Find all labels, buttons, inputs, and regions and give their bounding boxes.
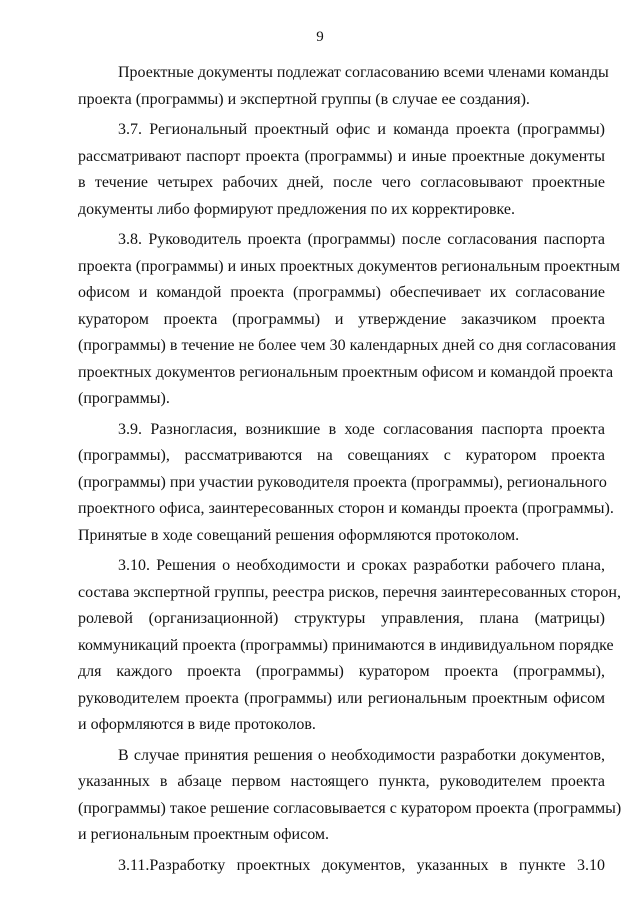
text-line: и оформляются в виде протоколов. [78, 716, 316, 733]
text-line: указанных в абзаце первом настоящего пункта, руководителем проекта [78, 773, 605, 790]
text-line: рассматривают паспорт проекта (программы) и иные проектные документы [78, 147, 605, 165]
paragraph [78, 743, 622, 849]
paragraph [78, 853, 605, 880]
text-line: 3.9. Разногласия, возникшие в ходе согласования паспорта проекта [118, 420, 605, 438]
text-line: Проектные документы подлежат согласованию всеми членами команды [118, 64, 609, 81]
text-line: ролевой (организационной) структуры управления, плана (матрицы) [78, 610, 605, 627]
text-line: проекта (программы) и иных проектных документов региональным проектным [78, 257, 620, 275]
paragraph [78, 117, 605, 223]
text-line: (программы) в течение не более чем 30 календарных дней со дня согласования [78, 337, 617, 354]
paragraph [78, 60, 609, 113]
paragraph [78, 417, 614, 550]
document-body [78, 60, 622, 883]
text-line: документы либо формируют предложения по их корректировке. [78, 200, 515, 218]
text-line: Принятые в ходе совещаний решения оформляются протоколом. [78, 526, 520, 544]
paragraph [78, 553, 621, 739]
text-line: проектных документов региональным проектным офисом и командой проекта [78, 363, 614, 381]
text-line: в течение четырех рабочих дней, после чего согласовывают проектные [78, 174, 605, 191]
text-line: руководителем проекта (программы) или региональным проектным офисом [78, 689, 605, 707]
text-line: (программы). [78, 390, 170, 407]
text-line: куратором проекта (программы) и утверждение заказчиком проекта [78, 310, 605, 328]
text-line: проекта (программы) и экспертной группы (в случае ее создания). [78, 90, 530, 108]
page-number: 9 [316, 29, 324, 45]
text-line: (программы) такое решение согласовывается с куратором проекта (программы) [78, 799, 622, 817]
text-line: и региональным проектным офисом. [78, 826, 330, 843]
text-line: офисом и командой проекта (программы) обеспечивает их согласование [78, 284, 605, 301]
text-line: состава экспертной группы, реестра рисков, перечня заинтересованных сторон, [78, 583, 621, 601]
text-line: для каждого проекта (программы) куратором проекта (программы), [78, 663, 605, 680]
text-line: (программы), рассматриваются на совещаниях с куратором проекта [78, 447, 605, 464]
text-line: 3.10. Решения о необходимости и сроках разработки рабочего плана, [118, 557, 605, 574]
text-line: (программы) при участии руководителя проекта (программы), регионального [78, 473, 607, 491]
text-line: 3.8. Руководитель проекта (программы) после согласования паспорта [118, 231, 605, 248]
text-line: коммуникаций проекта (программы) принимаются в индивидуальном порядке [78, 636, 614, 654]
paragraph [78, 227, 620, 413]
text-line: 3.11.Разработку проектных документов, указанных в пункте 3.10 [118, 856, 605, 874]
text-line: В случае принятия решения о необходимости разработки документов, [118, 746, 605, 764]
text-line: проектного офиса, заинтересованных сторон и команды проекта (программы). [78, 500, 614, 517]
text-line: 3.7. Региональный проектный офис и команда проекта (программы) [118, 121, 605, 138]
